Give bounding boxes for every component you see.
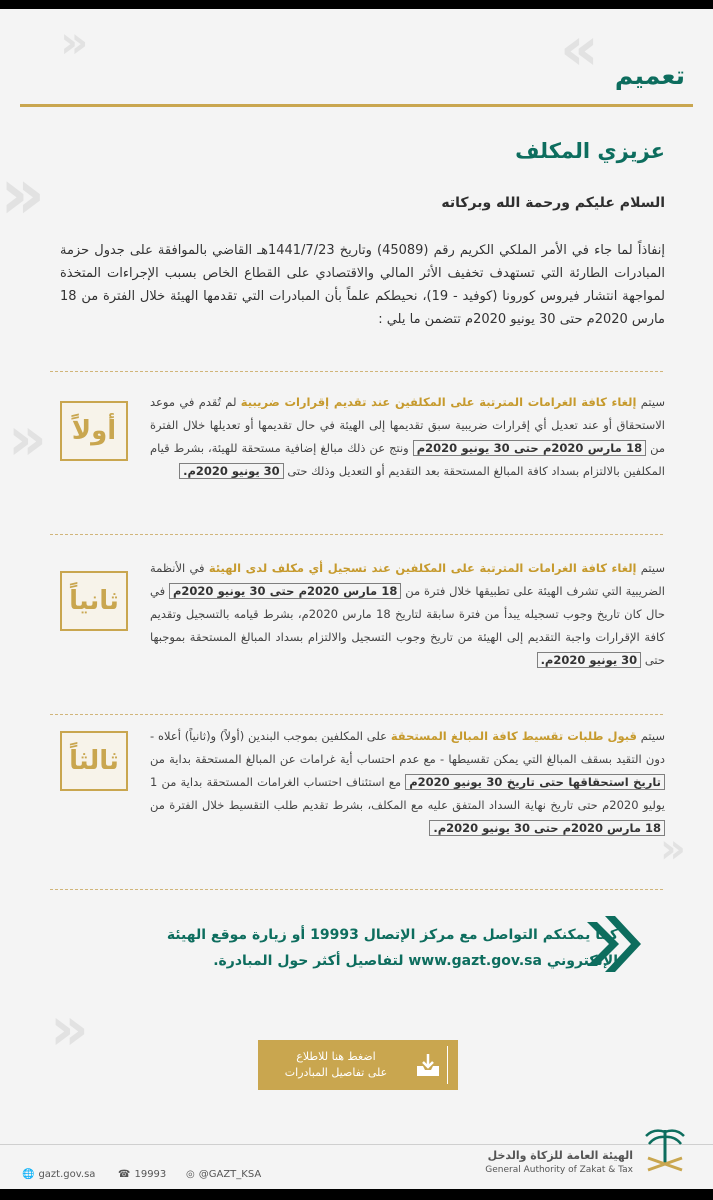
section-highlight: إلغاء كافة الغرامات المترتبة على المكلفين عند تسجيل أي مكلف لدى الهيئة (208, 561, 637, 575)
org-name-arabic: الهيئة العامة للزكاة والدخل (487, 1149, 633, 1162)
footer-website[interactable] (22, 1169, 95, 1180)
section-text: في الأنظمة الضريبية التي تشرف الهيئة على تطبيقها خلال فترة من (150, 561, 665, 598)
section-text: سيتم (636, 561, 666, 575)
section-badge-1: أولاً (60, 401, 128, 461)
section-paragraph-3 (150, 725, 665, 840)
chevron-decoration-icon: « (660, 826, 686, 872)
download-tray-icon (408, 1046, 448, 1084)
gazt-logo-icon (640, 1124, 690, 1180)
section-divider (50, 534, 663, 535)
section-text: مع استئناف احتساب الغرامات المستحقة بداية من 1 يوليو 2020م حتى تاريخ نهاية السداد المتفق عليه مع المكلف، بشرط تقديم طلب التقسيط خلال الفترة من (150, 775, 665, 812)
organization-name (485, 1149, 633, 1175)
salutation-heading: عزيزي المكلف (515, 139, 665, 163)
social-icon: ◎ (186, 1169, 195, 1180)
section-highlight: إلغاء كافة الغرامات المترتبة على المكلفين عند تقديم إقرارات ضريبية (240, 395, 637, 409)
contact-info (120, 922, 618, 974)
cta-line-1: اضغط هنا للاطلاع (296, 1050, 376, 1063)
date-box: 18 مارس 2020م حتى 30 يونيو 2020م (413, 440, 646, 456)
date-box: 30 يونيو 2020م. (537, 652, 642, 668)
section-divider (50, 889, 663, 890)
contact-line-2: الإلكتروني www.gazt.gov.sa لتفاصيل أكثر حول المبادرة. (213, 953, 618, 969)
date-box: تاريخ استحقاقها حتى تاريخ 30 يونيو 2020م (405, 774, 665, 790)
announcement-page (0, 9, 713, 1189)
org-name-english: General Authority of Zakat & Tax (485, 1165, 633, 1175)
date-box: 18 مارس 2020م حتى 30 يونيو 2020م. (429, 820, 665, 836)
chevron-decoration-icon: » (560, 14, 599, 84)
cta-label (264, 1049, 408, 1081)
footer-divider (0, 1144, 713, 1145)
greeting-text: السلام عليكم ورحمة الله وبركاته (441, 195, 665, 211)
social-handle: @GAZT_KSA (198, 1169, 262, 1180)
date-box: 30 يونيو 2020م. (179, 463, 284, 479)
footer-phone[interactable] (118, 1169, 166, 1180)
section-text: لم تُقدم في موعد الاستحقاق أو عند تعديل أي إقرارات ضريبية سبق تقديمها إلى الهيئة في حال تقديمها أو تعديلها خلال الفترة من (150, 395, 665, 455)
section-divider (50, 714, 663, 715)
chevron-decoration-icon: « (8, 404, 47, 474)
section-highlight: قبول طلبات تقسيط كافة المبالغ المستحقة (390, 729, 637, 743)
section-divider (50, 371, 663, 372)
section-badge-3: ثالثاً (60, 731, 128, 791)
page-title: تعميم (614, 61, 685, 90)
contact-line-1: كما يمكنكم التواصل مع مركز الإتصال 19993 أو زيارة موقع الهيئة (166, 927, 618, 943)
section-text: على المكلفين بموجب البندين (أولاً) و(ثانياً) أعلاه - دون التقيد بسقف المبالغ التي يمكن تقسيطها - مع عدم احتساب أية غرامات عن المبالغ المستحقة بداية من (150, 729, 665, 766)
intro-paragraph: إنفاذاً لما جاء في الأمر الملكي الكريم رقم (45089) وتاريخ 1441/7/23هـ القاضي بالموافقة على جدول حزمة المبادرات الطارئة التي تستهدف تخفيف الأثر المالي والاقتصادي على القطاع الخاص بسبب الإجراءات المتخذة لمواجهة انتشار فيروس كورونا (كوفيد - 19)، نحيطكم علماً بأن المبادرات التي تقدمها الهيئة خلال الفترة من 18 مارس 2020م حتى 30 يونيو 2020م تتضمن ما يلي : (60, 243, 666, 327)
title-divider (20, 104, 693, 107)
date-box: 18 مارس 2020م حتى 30 يونيو 2020م (169, 583, 401, 599)
chevron-decoration-icon: « (50, 994, 89, 1064)
chevron-decoration-icon: « (60, 17, 89, 68)
section-text: سيتم (636, 729, 666, 743)
initiatives-details-button[interactable] (258, 1040, 458, 1090)
phone-number: 19993 (134, 1169, 167, 1180)
phone-icon: ☎ (118, 1169, 131, 1180)
section-badge-2: ثانياً (60, 571, 128, 631)
section-text: ونتج عن ذلك مبالغ إضافية مستحقة للهيئة، بشرط قيام المكلفين بالالتزام بسداد كافة المبالغ المستحقة بعد التقديم أو التعديل وذلك حتى (150, 441, 665, 478)
section-paragraph-1 (150, 391, 665, 483)
website-link: gazt.gov.sa (38, 1169, 96, 1180)
globe-icon: 🌐 (22, 1169, 35, 1180)
section-text: سيتم (636, 395, 665, 409)
section-paragraph-2 (150, 557, 665, 672)
footer-social[interactable] (186, 1169, 261, 1180)
cta-line-2: على تفاصيل المبادرات (284, 1066, 388, 1079)
section-text: في حال كان تاريخ وجوب تسجيله يبدأ من فترة سابقة لتاريخ 18 مارس 2020م، بشرط قيامه بالتسجيل وتقديم كافة الإقرارات واجبة التقديم إلى الهيئة من تاريخ وجوب التسجيل والالتزام بسداد المبالغ المستحقة بموجبها حتى (150, 584, 665, 667)
chevron-decoration-icon: « (0, 153, 46, 235)
